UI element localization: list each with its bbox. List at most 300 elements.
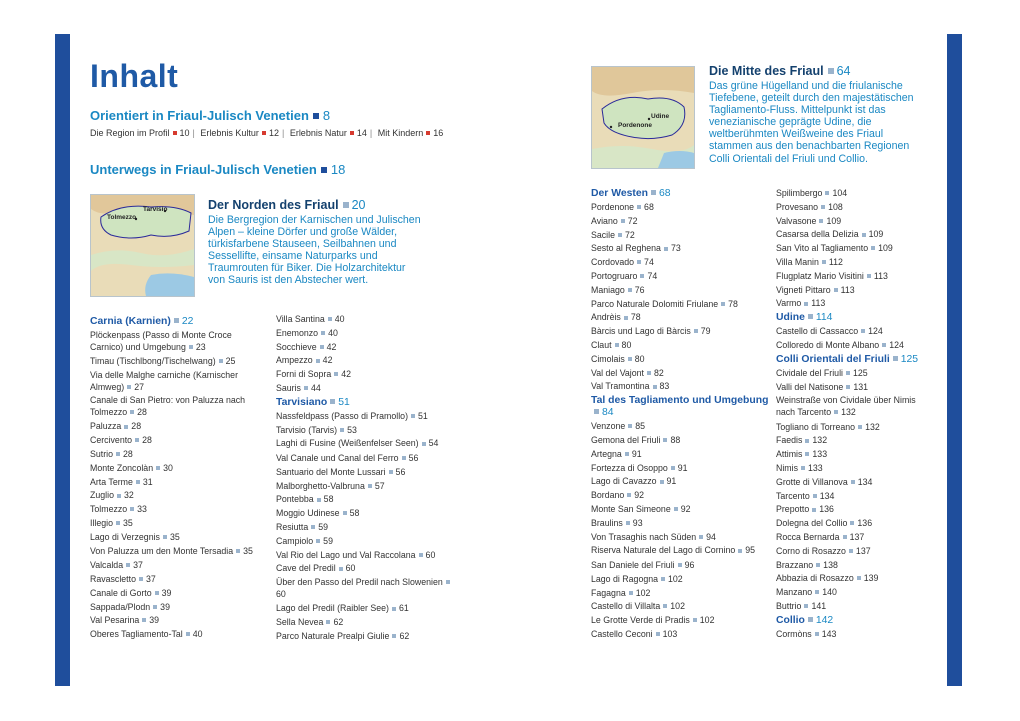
page-marker-icon [330, 399, 335, 404]
entry-page: 102 [668, 573, 683, 584]
page-marker-icon [640, 274, 644, 278]
entry-title: Colli Orientali del Friuli [776, 353, 890, 365]
index-entry[interactable] [276, 549, 456, 563]
page-marker-icon [846, 371, 850, 375]
index-entry[interactable] [776, 256, 936, 270]
index-entry[interactable] [90, 395, 265, 418]
index-entry[interactable] [591, 367, 771, 381]
page-marker-icon [822, 260, 826, 264]
entry-title: Über den Passo del Predil nach Slowenien [276, 577, 443, 588]
page-marker-icon [694, 329, 698, 333]
page-marker-icon [392, 607, 396, 611]
entry-page: 58 [349, 508, 360, 519]
index-entry[interactable] [90, 462, 265, 476]
index-entry[interactable] [591, 600, 771, 614]
page-marker-icon [819, 219, 823, 223]
page-marker-icon [153, 605, 157, 609]
index-heading[interactable] [591, 395, 771, 419]
north-heading[interactable] [208, 198, 423, 212]
entry-title: Sacile [591, 229, 615, 240]
page-marker-icon [628, 357, 632, 361]
entry-page: 28 [122, 448, 133, 459]
entry-page: 84 [602, 407, 614, 419]
page-marker-icon [116, 452, 120, 456]
index-entry[interactable] [90, 587, 265, 601]
page-marker-icon [339, 567, 343, 571]
page-marker-icon [116, 521, 120, 525]
entry-page: 132 [841, 406, 856, 417]
entry-title: Weinstraße von Cividale über Nimis nach Tarcento [776, 395, 916, 417]
page-marker-icon [815, 590, 819, 594]
index-entry[interactable] [591, 517, 771, 531]
entry-title: Casarsa della Delizia [776, 229, 859, 240]
page-marker-icon [664, 247, 668, 251]
index-entry[interactable] [591, 545, 771, 557]
square-marker-icon [313, 113, 319, 119]
entry-title: Portogruaro [591, 270, 638, 281]
index-entry[interactable] [591, 298, 771, 312]
entry-title: Bordano [591, 490, 625, 501]
entry-title: Maniago [591, 284, 625, 295]
entry-title: Val Pesarina [90, 615, 140, 626]
index-heading[interactable] [591, 187, 771, 201]
index-entry[interactable] [776, 600, 936, 614]
index-entry[interactable] [776, 476, 936, 490]
entry-page: 28 [137, 406, 147, 417]
page-marker-icon [411, 414, 415, 418]
index-entry[interactable] [90, 573, 265, 587]
entry-title: Von Paluzza um den Monte Tersadia [90, 545, 234, 556]
entry-page: 37 [145, 573, 156, 584]
entry-page: 61 [398, 603, 409, 614]
entry-page: 85 [635, 421, 646, 432]
index-entry[interactable] [276, 327, 456, 341]
entry-title: Lago di Ragogna [591, 573, 659, 584]
entry-title: Cimolais [591, 353, 625, 364]
entry-title: Dolegna del Collio [776, 518, 848, 529]
entry-title: Von Trasaghis nach Süden [591, 531, 697, 542]
entry-title: Lago di Cavazzo [591, 476, 657, 487]
index-entry[interactable] [276, 602, 456, 616]
entry-title: Tarvisiano [276, 396, 328, 408]
index-entry[interactable] [90, 420, 265, 434]
index-entry[interactable] [276, 410, 456, 424]
page-marker-icon [628, 424, 632, 428]
entry-title: Sauris [276, 382, 301, 393]
entry-page: 109 [826, 215, 842, 226]
index-entry[interactable] [90, 434, 265, 448]
entry-title: Malborghetto-Valbruna [276, 480, 365, 491]
page-marker-icon [328, 317, 332, 321]
index-entry[interactable] [591, 325, 771, 339]
middle-region-map [591, 66, 695, 169]
north-description: Die Bergregion der Karnischen und Julischen Alpen – kleine Dörfer und große Wälder, türkisfarbene Stauseen, Seilbahnen und Sessellifte, einsame Naturparks und Traumrouten für Biker. Die Holzarchitektur von Sauris ist den Abstecher wert. [208, 214, 421, 287]
entry-title: Claut [591, 339, 612, 350]
entry-page: 33 [137, 504, 147, 515]
index-entry[interactable] [591, 270, 771, 284]
index-entry[interactable] [776, 531, 936, 545]
section-orientiert-title: Orientiert in Friaul-Julisch Venetien [90, 108, 309, 123]
entry-title: Sella Nevea [276, 617, 324, 628]
entry-page: 137 [849, 531, 865, 542]
index-entry[interactable] [591, 434, 771, 448]
index-entry[interactable] [776, 628, 936, 642]
entry-title: Buttrio [776, 600, 802, 611]
index-entry[interactable] [776, 448, 936, 462]
index-entry[interactable] [591, 614, 771, 628]
page-marker-icon [321, 331, 325, 335]
index-entry[interactable] [276, 521, 456, 535]
entry-title: Valli del Natisone [776, 381, 844, 392]
entry-page: 134 [857, 476, 873, 487]
right-accent-bar [947, 34, 962, 686]
entry-title: Fortezza di Osoppo [591, 462, 668, 473]
entry-page: 28 [142, 435, 152, 446]
entry-title: Cormòns [776, 628, 812, 639]
index-entry[interactable] [591, 489, 771, 503]
entry-title: Cave del Predil [276, 563, 336, 574]
index-entry[interactable] [276, 466, 456, 480]
entry-title: San Daniele del Friuli [591, 559, 675, 570]
entry-page: 125 [900, 353, 919, 365]
entry-page: 40 [328, 327, 338, 338]
entry-title: Provesano [776, 201, 819, 212]
index-entry[interactable] [776, 297, 936, 311]
index-entry[interactable] [90, 546, 265, 558]
index-entry[interactable] [276, 382, 456, 396]
entry-page: 35 [243, 545, 253, 556]
index-entry[interactable] [591, 420, 771, 434]
index-entry[interactable] [90, 355, 265, 369]
entry-page: 79 [700, 326, 711, 337]
index-entry[interactable] [776, 381, 936, 395]
entry-title: Villa Manin [776, 256, 819, 267]
page-marker-icon [661, 577, 665, 581]
entry-page: 42 [326, 341, 337, 352]
index-entry[interactable] [591, 242, 771, 256]
index-entry[interactable] [276, 424, 456, 438]
index-entry[interactable] [591, 559, 771, 573]
index-column-4 [776, 187, 936, 642]
section-unterwegs-heading[interactable] [90, 162, 345, 177]
page-marker-icon [816, 563, 820, 567]
page-marker-icon [804, 604, 808, 608]
entry-title: Varmo [776, 298, 802, 309]
index-entry[interactable] [90, 601, 265, 615]
entry-page: 140 [822, 587, 837, 598]
subitem-kinder[interactable]: Mit Kindern 16 [377, 128, 444, 138]
index-entry[interactable] [90, 476, 265, 490]
index-entry[interactable] [90, 628, 265, 642]
index-entry[interactable] [776, 339, 936, 353]
subitem-profil[interactable]: Die Region im Profil 10 [90, 128, 190, 138]
index-heading[interactable] [776, 311, 936, 325]
section-orientiert-heading[interactable] [90, 108, 330, 123]
index-entry[interactable] [90, 489, 265, 503]
page-marker-icon [626, 521, 630, 525]
square-marker-icon [321, 167, 327, 173]
index-entry[interactable] [776, 367, 936, 381]
entry-title: Villa Santina [276, 314, 325, 324]
index-entry[interactable] [276, 480, 456, 494]
index-entry[interactable] [276, 562, 456, 576]
entry-page: 39 [161, 587, 172, 598]
index-entry[interactable] [276, 630, 456, 644]
page-marker-icon [419, 553, 423, 557]
page-marker-icon [861, 329, 865, 333]
page-marker-icon [846, 385, 850, 389]
entry-page: 124 [889, 339, 904, 350]
entry-title: Artegna [591, 448, 622, 459]
index-entry[interactable] [591, 587, 771, 601]
left-accent-bar [55, 34, 70, 686]
index-entry[interactable] [776, 215, 936, 229]
index-entry[interactable] [591, 475, 771, 489]
entry-title: Castello Ceconi [591, 628, 653, 639]
entry-title: Arta Terme [90, 476, 133, 487]
index-entry[interactable] [776, 559, 936, 573]
index-entry[interactable] [591, 380, 771, 394]
index-entry[interactable] [90, 517, 265, 531]
entry-page: 142 [815, 614, 834, 626]
page-marker-icon [821, 205, 825, 209]
entry-title: Nimis [776, 462, 798, 473]
entry-page: 35 [169, 531, 180, 542]
index-entry[interactable] [276, 341, 456, 355]
entry-title: Fagagna [591, 587, 626, 598]
page-marker-icon [850, 521, 854, 525]
entry-title: Parco Naturale Prealpi Giulie [276, 630, 390, 641]
index-entry[interactable] [591, 201, 771, 215]
entry-page: 22 [181, 316, 194, 327]
page-marker-icon [805, 439, 809, 443]
entry-title: Parco Naturale Dolomiti Friulane [591, 298, 719, 309]
index-entry[interactable] [776, 545, 936, 559]
index-entry[interactable] [90, 448, 265, 462]
entry-title: Moggio Udinese [276, 508, 340, 519]
entry-title: Abbazia di Rosazzo [776, 573, 854, 584]
page-marker-icon [402, 456, 406, 460]
index-entry[interactable] [591, 628, 771, 642]
index-entry[interactable] [776, 325, 936, 339]
entry-title: Braulins [591, 517, 623, 528]
index-entry[interactable] [276, 616, 456, 630]
index-entry[interactable] [776, 187, 936, 201]
page-marker-icon [808, 617, 813, 622]
index-entry[interactable] [276, 507, 456, 521]
entry-page: 32 [123, 490, 134, 501]
page-marker-icon [189, 345, 193, 349]
page-marker-icon [174, 318, 179, 323]
index-entry[interactable] [276, 493, 456, 507]
entry-page: 56 [395, 466, 406, 477]
entry-page: 91 [677, 462, 688, 473]
page-marker-icon [629, 591, 633, 595]
index-entry[interactable] [90, 559, 265, 573]
index-entry[interactable] [776, 586, 936, 600]
entry-title: Lago del Predil (Raibler See) [276, 603, 389, 614]
page-marker-icon [663, 604, 667, 608]
page-marker-icon [615, 343, 619, 347]
entry-page: 28 [131, 421, 142, 432]
entry-title: Andrèis [591, 312, 621, 323]
page-marker-icon [862, 233, 866, 237]
index-entry[interactable] [591, 503, 771, 517]
index-entry[interactable] [776, 201, 936, 215]
page-marker-icon [368, 484, 372, 488]
middle-heading[interactable] [709, 64, 925, 78]
page-marker-icon [316, 539, 320, 543]
page-marker-icon [130, 507, 134, 511]
entry-title: San Vito al Tagliamento [776, 243, 869, 254]
index-heading[interactable] [90, 315, 265, 329]
index-entry[interactable] [276, 368, 456, 382]
page-marker-icon [625, 452, 629, 456]
entry-page: 42 [322, 355, 333, 366]
entry-page: 134 [819, 490, 835, 501]
entry-page: 30 [163, 462, 173, 473]
entry-page: 57 [374, 480, 385, 491]
entry-title: Monte San Simeone [591, 503, 671, 514]
page-marker-icon [446, 580, 450, 584]
index-entry[interactable] [776, 270, 936, 284]
index-entry[interactable] [90, 531, 265, 545]
index-entry[interactable] [90, 503, 265, 517]
map-label-udine: Udine [651, 113, 670, 120]
index-entry[interactable] [776, 503, 936, 517]
index-entry[interactable] [591, 229, 771, 243]
index-entry[interactable] [276, 438, 456, 450]
page-marker-icon [651, 190, 656, 195]
page-marker-icon [815, 632, 819, 636]
page-marker-icon [624, 316, 628, 320]
page-marker-icon [805, 452, 809, 456]
entry-title: Ravascletto [90, 573, 136, 584]
entry-page: 37 [133, 560, 143, 571]
index-column-1 [90, 315, 265, 642]
index-heading[interactable] [276, 396, 456, 410]
entry-title: Oberes Tagliamento-Tal [90, 629, 183, 640]
page-marker-icon [871, 246, 875, 250]
index-entry[interactable] [776, 462, 936, 476]
page-marker-icon [812, 508, 816, 512]
index-entry[interactable] [776, 572, 936, 586]
index-entry[interactable] [591, 256, 771, 270]
entry-title: Udine [776, 312, 805, 324]
entry-title: Vigneti Pittaro [776, 284, 831, 295]
index-entry[interactable] [276, 354, 456, 368]
entry-page: 51 [338, 396, 350, 408]
entry-page: 68 [644, 202, 654, 212]
page-marker-icon [155, 591, 159, 595]
entry-page: 44 [310, 382, 321, 393]
entry-title: Riserva Naturale del Lago di Cornino [591, 545, 736, 556]
index-entry[interactable] [776, 284, 936, 298]
page-marker-icon [156, 466, 160, 470]
entry-page: 102 [699, 615, 715, 626]
index-entry[interactable] [276, 452, 456, 466]
page-marker-icon [130, 410, 134, 414]
page-marker-icon [618, 233, 622, 237]
subitem-natur[interactable]: Erlebnis Natur 14 [289, 128, 367, 138]
entry-page: 95 [745, 545, 756, 556]
entry-page: 131 [853, 381, 869, 392]
subitem-kultur[interactable]: Erlebnis Kultur 12 [200, 128, 279, 138]
index-entry[interactable] [776, 434, 936, 448]
entry-page: 74 [644, 257, 654, 268]
entry-title: Aviano [591, 215, 618, 226]
entry-page: 113 [873, 270, 888, 281]
entry-title: Nassfeldpass (Passo di Pramollo) [276, 410, 409, 421]
entry-title: Gemona del Friuli [591, 434, 661, 445]
entry-page: 62 [399, 630, 410, 641]
index-entry[interactable] [591, 462, 771, 476]
map-label-tolmezzo: Tolmezzo [107, 214, 137, 221]
middle-page: 64 [836, 64, 851, 78]
index-entry[interactable] [90, 614, 265, 628]
index-entry[interactable] [591, 311, 771, 325]
index-entry[interactable] [276, 313, 456, 327]
index-entry[interactable] [776, 490, 936, 504]
page-marker-icon [653, 385, 657, 389]
index-heading[interactable] [776, 353, 936, 367]
page-marker-icon [678, 563, 682, 567]
section-orientiert-page: 8 [322, 108, 331, 123]
page-marker-icon [594, 409, 599, 414]
index-entry[interactable] [591, 339, 771, 353]
map-label-tarvisio: Tarvisio [143, 206, 168, 213]
entry-page: 103 [662, 628, 678, 639]
index-entry[interactable] [591, 353, 771, 367]
index-entry[interactable] [776, 228, 936, 242]
entry-title: Paluzza [90, 421, 122, 432]
index-entry[interactable] [90, 330, 265, 353]
entry-page: 72 [624, 229, 635, 240]
entry-page: 82 [653, 367, 664, 378]
entry-page: 132 [812, 435, 828, 446]
index-entry[interactable] [776, 242, 936, 256]
index-entry[interactable] [90, 370, 265, 393]
index-entry[interactable] [591, 215, 771, 229]
index-entry[interactable] [591, 448, 771, 462]
index-entry[interactable] [276, 577, 456, 600]
index-heading[interactable] [776, 614, 936, 628]
index-entry[interactable] [776, 395, 936, 418]
entry-page: 102 [635, 587, 651, 598]
index-entry[interactable] [776, 421, 936, 435]
index-entry[interactable] [591, 284, 771, 298]
index-entry[interactable] [591, 531, 771, 545]
page-marker-icon [126, 563, 130, 567]
entry-title: Socchieve [276, 341, 317, 352]
entry-page: 51 [418, 410, 428, 421]
index-entry[interactable] [591, 573, 771, 587]
entry-title: Spilimbergo [776, 188, 823, 198]
index-entry[interactable] [776, 517, 936, 531]
page-marker-icon [422, 442, 426, 446]
index-entry[interactable] [276, 535, 456, 549]
entry-title: Faedis [776, 435, 803, 446]
entry-page: 133 [812, 449, 828, 460]
entry-title: Sutrio [90, 448, 113, 459]
entry-title: Flugplatz Mario Visitini [776, 270, 864, 281]
page-marker-icon [637, 260, 641, 264]
page-marker-icon [813, 494, 817, 498]
entry-page: 59 [323, 535, 333, 546]
entry-page: 54 [428, 438, 439, 449]
page-marker-icon [882, 343, 886, 347]
entry-title: Lago di Verzegnis [90, 531, 160, 542]
